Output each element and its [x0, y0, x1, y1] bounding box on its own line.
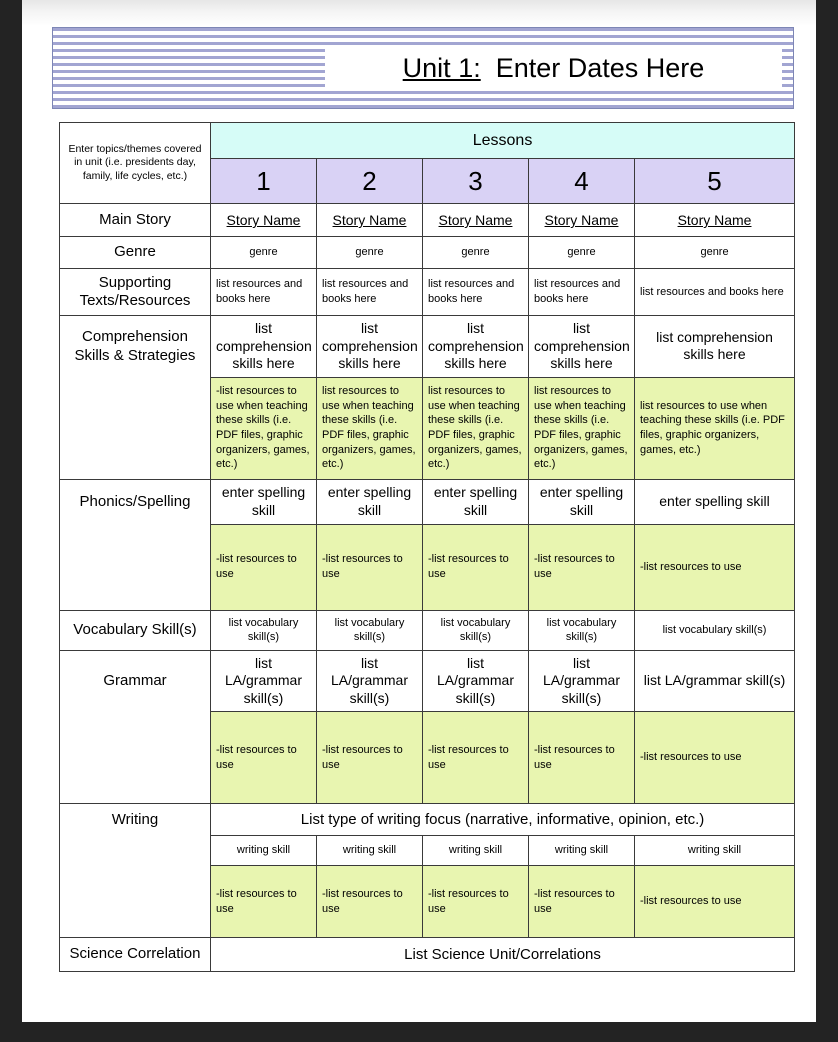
phonics-resources-cell-1: -list resources to use — [211, 524, 317, 610]
table-row-vocabulary-skills — [60, 610, 795, 650]
table-row-main-story — [60, 204, 795, 237]
lesson-number-2: 2 — [317, 159, 423, 204]
row-label-comprehension-skills: Comprehension Skills & Strategies — [60, 316, 211, 378]
unit-planning-table — [59, 122, 795, 972]
page-top-shading — [22, 0, 816, 26]
genre-cell-4: genre — [529, 237, 635, 269]
writing-skill-cell-4: writing skill — [529, 836, 635, 866]
vocabulary-cell-5: list vocabulary skill(s) — [635, 610, 795, 650]
writing-resources-cell-1: -list resources to use — [211, 866, 317, 938]
main-story-cell-2: Story Name — [317, 204, 423, 237]
comprehension-resources-cell-1: -list resources to use when teaching these skills (i.e. PDF files, graphic organizers, games, etc.) — [211, 377, 317, 479]
supporting-texts-cell-5: list resources and books here — [635, 269, 795, 316]
row-label-grammar-resources-blank — [60, 712, 211, 804]
lesson-number-4: 4 — [529, 159, 635, 204]
writing-skill-cell-5: writing skill — [635, 836, 795, 866]
grammar-cell-5: list LA/grammar skill(s) — [635, 650, 795, 712]
vocabulary-cell-3: list vocabulary skill(s) — [423, 610, 529, 650]
phonics-cell-1: enter spelling skill — [211, 479, 317, 524]
row-label-vocabulary-skills: Vocabulary Skill(s) — [60, 610, 211, 650]
writing-skill-cell-1: writing skill — [211, 836, 317, 866]
comprehension-cell-2: list comprehension skills here — [317, 316, 423, 378]
table-row-supporting-texts — [60, 269, 795, 316]
row-label-science-correlation: Science Correlation — [60, 938, 211, 972]
phonics-resources-cell-3: -list resources to use — [423, 524, 529, 610]
comprehension-resources-cell-2: list resources to use when teaching these skills (i.e. PDF files, graphic organizers, games, etc.) — [317, 377, 423, 479]
phonics-cell-2: enter spelling skill — [317, 479, 423, 524]
vocabulary-cell-4: list vocabulary skill(s) — [529, 610, 635, 650]
lesson-number-3: 3 — [423, 159, 529, 204]
table-row-writing-skill — [60, 836, 795, 866]
grammar-cell-1: list LA/grammar skill(s) — [211, 650, 317, 712]
writing-skill-cell-3: writing skill — [423, 836, 529, 866]
phonics-cell-5: enter spelling skill — [635, 479, 795, 524]
writing-focus-span-cell: List type of writing focus (narrative, informative, opinion, etc.) — [211, 804, 795, 836]
table-row-header-lessons — [60, 123, 795, 159]
phonics-cell-4: enter spelling skill — [529, 479, 635, 524]
row-label-supporting-texts: Supporting Texts/Resources — [60, 269, 211, 316]
table-row-phonics-resources — [60, 524, 795, 610]
grammar-cell-4: list LA/grammar skill(s) — [529, 650, 635, 712]
comprehension-resources-cell-3: list resources to use when teaching these skills (i.e. PDF files, graphic organizers, games, etc.) — [423, 377, 529, 479]
unit-title-rest: Enter Dates Here — [480, 53, 705, 83]
comprehension-cell-5: list comprehension skills here — [635, 316, 795, 378]
table-row-science-correlation — [60, 938, 795, 972]
table-row-genre — [60, 237, 795, 269]
supporting-texts-cell-1: list resources and books here — [211, 269, 317, 316]
document-page — [22, 0, 816, 1022]
row-label-main-story: Main Story — [60, 204, 211, 237]
table-row-phonics-spelling — [60, 479, 795, 524]
supporting-texts-cell-4: list resources and books here — [529, 269, 635, 316]
main-story-cell-1: Story Name — [211, 204, 317, 237]
comprehension-cell-4: list comprehension skills here — [529, 316, 635, 378]
phonics-cell-3: enter spelling skill — [423, 479, 529, 524]
topics-themes-header: Enter topics/themes covered in unit (i.e. presidents day, family, life cycles, etc.) — [60, 123, 211, 204]
row-label-comprehension-resources-blank — [60, 377, 211, 479]
writing-skill-cell-2: writing skill — [317, 836, 423, 866]
row-label-grammar: Grammar — [60, 650, 211, 712]
row-label-writing-skill-blank — [60, 836, 211, 866]
writing-resources-cell-5: -list resources to use — [635, 866, 795, 938]
writing-resources-cell-3: -list resources to use — [423, 866, 529, 938]
table-row-writing-resources — [60, 866, 795, 938]
comprehension-cell-3: list comprehension skills here — [423, 316, 529, 378]
lesson-number-1: 1 — [211, 159, 317, 204]
grammar-resources-cell-1: -list resources to use — [211, 712, 317, 804]
vocabulary-cell-1: list vocabulary skill(s) — [211, 610, 317, 650]
phonics-resources-cell-5: -list resources to use — [635, 524, 795, 610]
grammar-resources-cell-3: -list resources to use — [423, 712, 529, 804]
row-label-phonics-resources-blank — [60, 524, 211, 610]
genre-cell-5: genre — [635, 237, 795, 269]
comprehension-cell-1: list comprehension skills here — [211, 316, 317, 378]
genre-cell-2: genre — [317, 237, 423, 269]
row-label-genre: Genre — [60, 237, 211, 269]
grammar-cell-2: list LA/grammar skill(s) — [317, 650, 423, 712]
main-story-cell-5: Story Name — [635, 204, 795, 237]
grammar-resources-cell-2: -list resources to use — [317, 712, 423, 804]
main-story-cell-3: Story Name — [423, 204, 529, 237]
writing-resources-cell-2: -list resources to use — [317, 866, 423, 938]
table-row-grammar-resources — [60, 712, 795, 804]
table-row-writing-focus — [60, 804, 795, 836]
main-story-cell-4: Story Name — [529, 204, 635, 237]
lessons-header: Lessons — [211, 123, 795, 159]
row-label-writing-resources-blank — [60, 866, 211, 938]
page-title — [403, 53, 705, 84]
table-row-comprehension-skills — [60, 316, 795, 378]
phonics-resources-cell-4: -list resources to use — [529, 524, 635, 610]
table-row-comprehension-resources — [60, 377, 795, 479]
table-row-grammar — [60, 650, 795, 712]
supporting-texts-cell-2: list resources and books here — [317, 269, 423, 316]
writing-resources-cell-4: -list resources to use — [529, 866, 635, 938]
genre-cell-3: genre — [423, 237, 529, 269]
unit-title-underlined-part: Unit 1: — [402, 53, 481, 83]
grammar-cell-3: list LA/grammar skill(s) — [423, 650, 529, 712]
phonics-resources-cell-2: -list resources to use — [317, 524, 423, 610]
row-label-writing: Writing — [60, 804, 211, 836]
genre-cell-1: genre — [211, 237, 317, 269]
vocabulary-cell-2: list vocabulary skill(s) — [317, 610, 423, 650]
comprehension-resources-cell-5: list resources to use when teaching these skills (i.e. PDF files, graphic organizers, games, etc.) — [635, 377, 795, 479]
supporting-texts-cell-3: list resources and books here — [423, 269, 529, 316]
grammar-resources-cell-4: -list resources to use — [529, 712, 635, 804]
row-label-phonics-spelling: Phonics/Spelling — [60, 479, 211, 524]
lesson-number-5: 5 — [635, 159, 795, 204]
grammar-resources-cell-5: -list resources to use — [635, 712, 795, 804]
science-correlation-span-cell: List Science Unit/Correlations — [211, 938, 795, 972]
comprehension-resources-cell-4: list resources to use when teaching these skills (i.e. PDF files, graphic organizers, games, etc.) — [529, 377, 635, 479]
unit-title-plate — [325, 47, 782, 90]
